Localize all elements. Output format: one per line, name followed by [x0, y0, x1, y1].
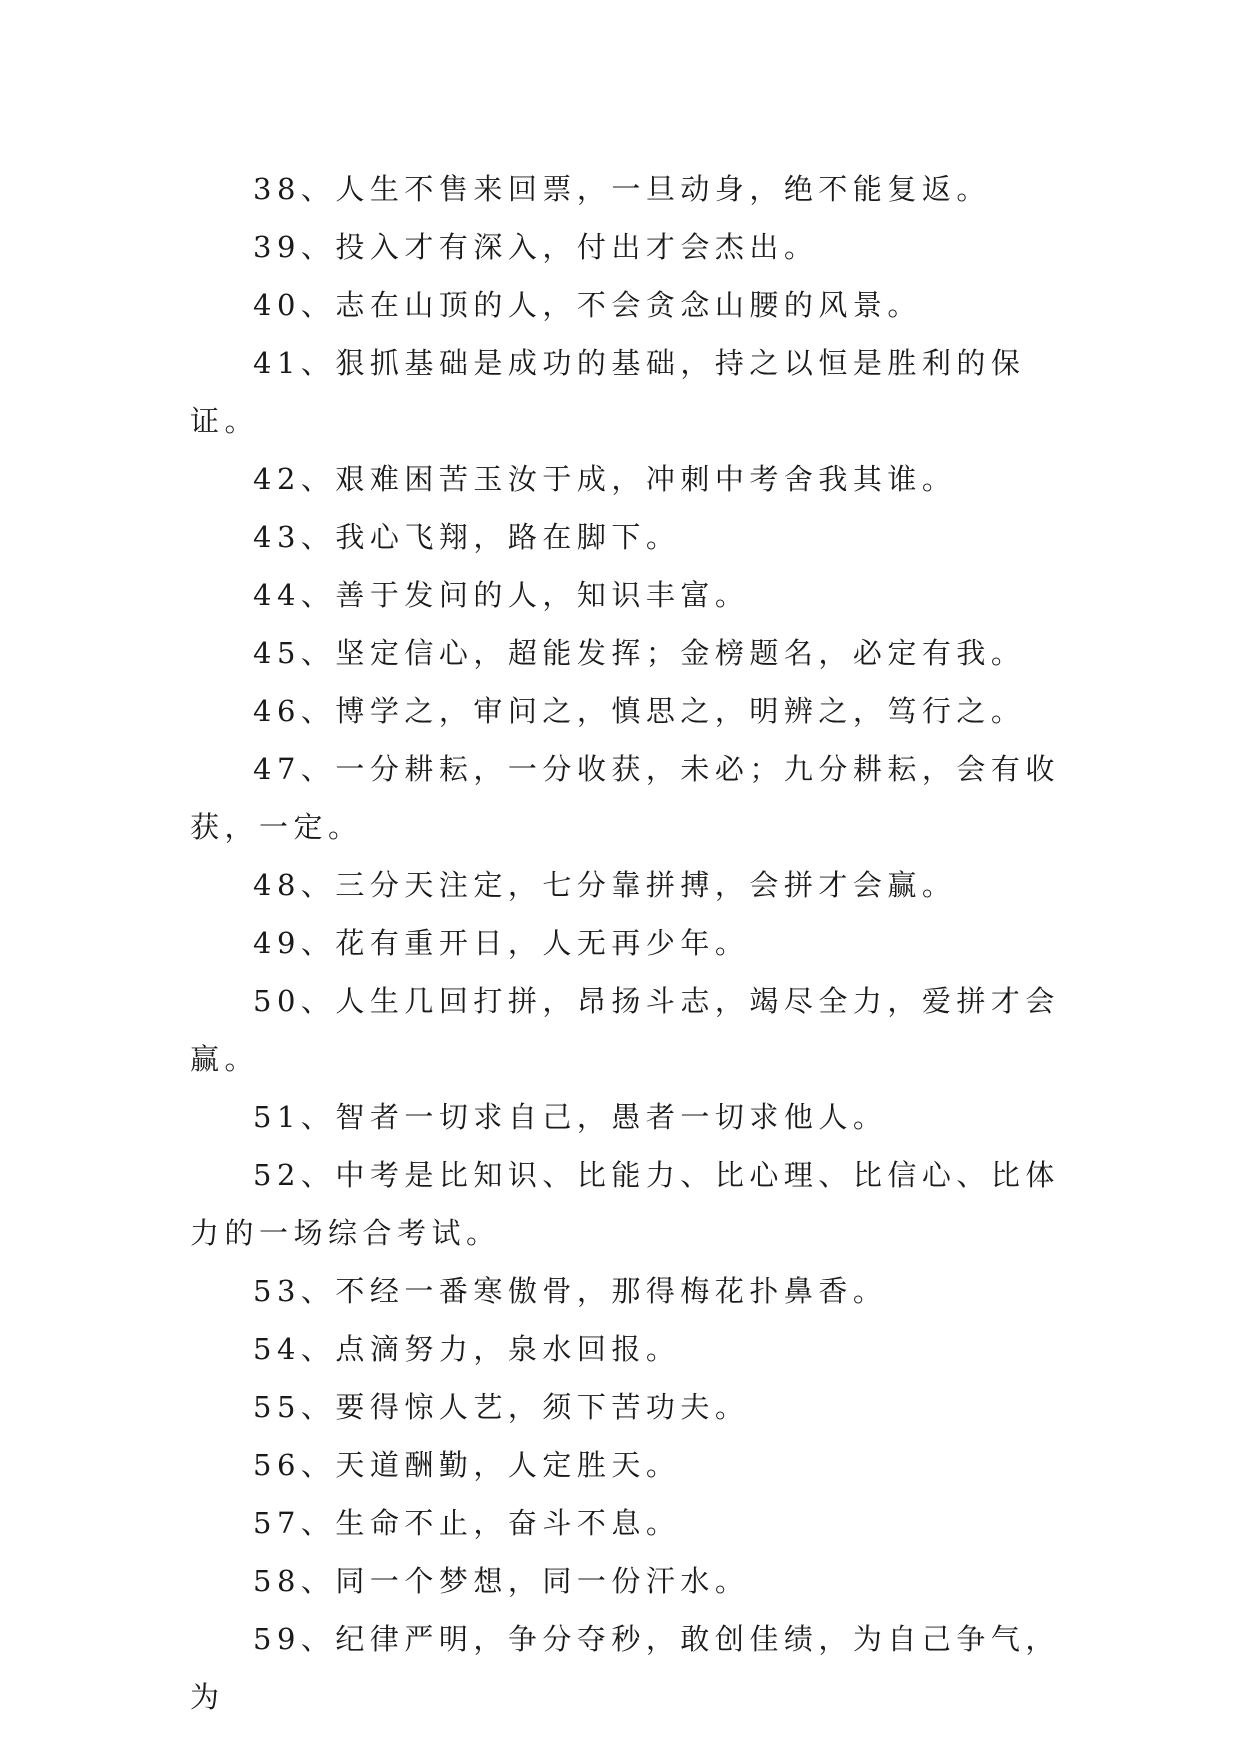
paragraph-53: 53、不经一番寒傲骨，那得梅花扑鼻香。	[253, 1274, 888, 1308]
paragraph-52: 52、中考是比知识、比能力、比心理、比信心、比体力的一场综合考试。	[190, 1158, 1060, 1250]
paragraph-38: 38、人生不售来回票，一旦动身，绝不能复返。	[253, 172, 991, 206]
paragraph-40: 40、志在山顶的人，不会贪念山腰的风景。	[253, 288, 922, 322]
paragraph-59: 59、纪律严明，争分夺秒，敢创佳绩，为自己争气，为	[190, 1622, 1060, 1714]
paragraph-44: 44、善于发问的人，知识丰富。	[253, 578, 750, 612]
paragraph-39: 39、投入才有深入，付出才会杰出。	[253, 230, 819, 264]
paragraph-49: 49、花有重开日，人无再少年。	[253, 926, 750, 960]
paragraph-54: 54、点滴努力，泉水回报。	[253, 1332, 681, 1366]
paragraph-46: 46、博学之，审问之，慎思之，明辨之，笃行之。	[253, 694, 1026, 728]
document-body	[190, 160, 1060, 1726]
paragraph-45: 45、坚定信心，超能发挥；金榜题名，必定有我。	[253, 636, 1026, 670]
paragraph-56: 56、天道酬勤，人定胜天。	[253, 1448, 681, 1482]
paragraph-51: 51、智者一切求自己，愚者一切求他人。	[253, 1100, 888, 1134]
paragraph-55: 55、要得惊人艺，须下苦功夫。	[253, 1390, 750, 1424]
paragraph-50: 50、人生几回打拼，昂扬斗志，竭尽全力，爱拼才会赢。	[190, 984, 1060, 1076]
paragraph-42: 42、艰难困苦玉汝于成，冲刺中考舍我其谁。	[253, 462, 957, 496]
paragraph-48: 48、三分天注定，七分靠拼搏，会拼才会赢。	[253, 868, 957, 902]
paragraph-57: 57、生命不止，奋斗不息。	[253, 1506, 681, 1540]
paragraph-43: 43、我心飞翔，路在脚下。	[253, 520, 681, 554]
paragraph-41: 41、狠抓基础是成功的基础，持之以恒是胜利的保证。	[190, 346, 1026, 438]
paragraph-58: 58、同一个梦想，同一份汗水。	[253, 1564, 750, 1598]
paragraph-47: 47、一分耕耘，一分收获，未必；九分耕耘，会有收获，一定。	[190, 752, 1060, 844]
